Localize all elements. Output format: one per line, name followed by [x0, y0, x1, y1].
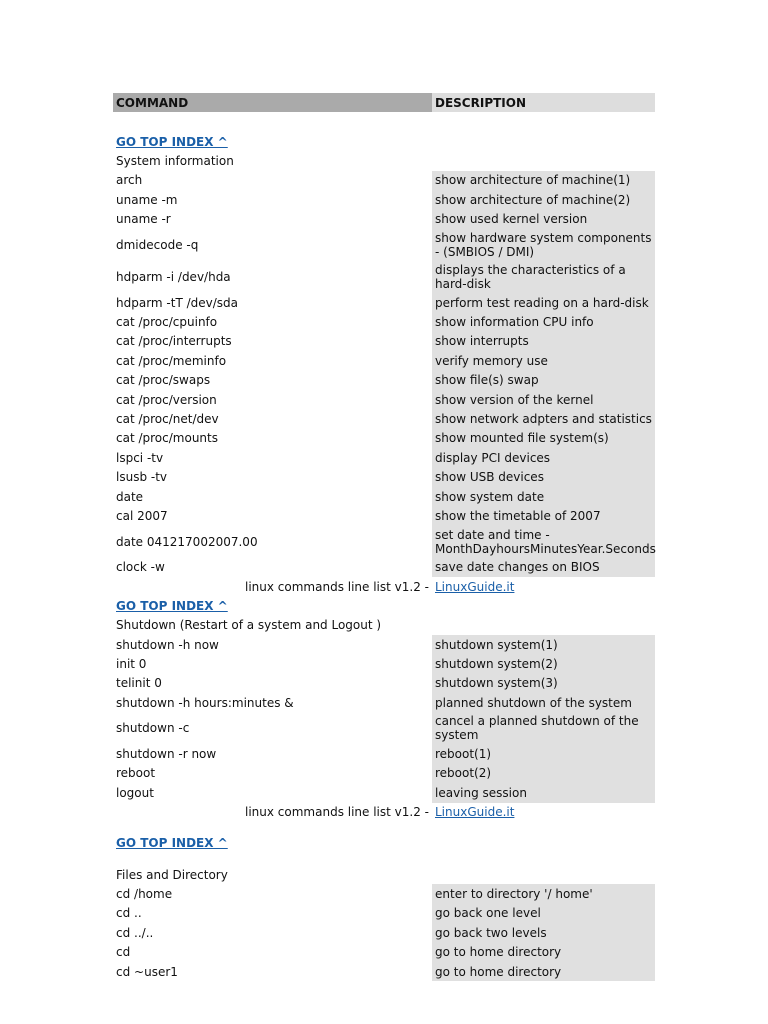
command-cell: uname -m: [116, 192, 178, 207]
command-cell: lspci -tv: [116, 450, 164, 465]
section-title-row: [113, 615, 655, 634]
footer-text: linux commands line list v1.2 -: [245, 579, 429, 594]
table-row: [113, 744, 655, 763]
description-cell: show used kernel version: [432, 210, 655, 229]
description-cell: perform test reading on a hard-disk: [432, 293, 655, 312]
command-cell: clock -w: [116, 560, 165, 575]
description-cell: save date changes on BIOS: [432, 558, 655, 577]
description-cell: go back two levels: [432, 923, 655, 942]
description-cell: planned shutdown of the system: [432, 693, 655, 712]
description-cell: reboot(1): [432, 744, 655, 763]
table-row: [113, 635, 655, 654]
table-row: [113, 261, 655, 293]
go-top-index-link[interactable]: GO TOP INDEX ^: [116, 598, 228, 613]
footer-row: [113, 803, 655, 822]
table-row: [113, 487, 655, 506]
section-title-row: [113, 151, 655, 170]
section-title: Shutdown (Restart of a system and Logout ): [116, 618, 382, 633]
description-cell: verify memory use: [432, 351, 655, 370]
command-cell: logout: [116, 785, 154, 800]
command-cell: cd ..: [116, 906, 142, 921]
command-cell: uname -r: [116, 212, 171, 227]
description-cell: shutdown system(2): [432, 654, 655, 673]
table-row: [113, 764, 655, 783]
table-row: [113, 312, 655, 331]
command-cell: date: [116, 489, 144, 504]
command-cell: cat /proc/mounts: [116, 431, 218, 446]
table-row: [113, 390, 655, 409]
table-row: [113, 943, 655, 962]
table-row: [113, 712, 655, 744]
description-cell: show architecture of machine(1): [432, 171, 655, 190]
table-row: [113, 783, 655, 802]
header-description: DESCRIPTION: [432, 93, 655, 112]
description-cell: show version of the kernel: [432, 390, 655, 409]
table-row: [113, 674, 655, 693]
description-cell: go back one level: [432, 904, 655, 923]
table-row: [113, 923, 655, 942]
command-cell: arch: [116, 173, 143, 188]
command-cell: cd: [116, 945, 131, 960]
command-cell: init 0: [116, 656, 147, 671]
command-cell: telinit 0: [116, 676, 162, 691]
command-cell: cat /proc/cpuinfo: [116, 315, 218, 330]
command-cell: cal 2007: [116, 508, 168, 523]
go-top-index-link[interactable]: GO TOP INDEX ^: [116, 134, 228, 149]
nav-row: [113, 132, 655, 151]
section-title-row: [113, 865, 655, 884]
description-cell: shutdown system(3): [432, 674, 655, 693]
table-row: [113, 429, 655, 448]
command-cell: cat /proc/interrupts: [116, 334, 232, 349]
table-row: [113, 210, 655, 229]
command-cell: lsusb -tv: [116, 470, 168, 485]
table-row: [113, 448, 655, 467]
table-row: [113, 171, 655, 190]
description-cell: show USB devices: [432, 467, 655, 486]
section-title: Files and Directory: [116, 867, 228, 882]
table-row: [113, 351, 655, 370]
description-cell: go to home directory: [432, 962, 655, 981]
table-row: [113, 884, 655, 903]
command-table: [113, 93, 655, 981]
table-row: [113, 506, 655, 525]
description-cell: leaving session: [432, 783, 655, 802]
description-cell: show interrupts: [432, 332, 655, 351]
table-row: [113, 293, 655, 312]
command-cell: hdparm -tT /dev/sda: [116, 295, 239, 310]
command-cell: shutdown -c: [116, 721, 190, 736]
nav-row: [113, 834, 655, 853]
description-cell: set date and time - MonthDayhoursMinutesYear.Seconds: [432, 526, 655, 558]
description-cell: go to home directory: [432, 943, 655, 962]
table-header: [113, 93, 655, 112]
table-row: [113, 904, 655, 923]
table-row: [113, 526, 655, 558]
command-cell: hdparm -i /dev/hda: [116, 269, 231, 284]
description-cell: show system date: [432, 487, 655, 506]
command-cell: cd ~user1: [116, 964, 178, 979]
description-cell: show network adpters and statistics: [432, 409, 655, 428]
description-cell: show mounted file system(s): [432, 429, 655, 448]
footer-row: [113, 577, 655, 596]
command-cell: cd /home: [116, 887, 173, 902]
command-cell: cat /proc/net/dev: [116, 411, 219, 426]
description-cell: show information CPU info: [432, 312, 655, 331]
table-row: [113, 229, 655, 261]
command-cell: reboot: [116, 766, 156, 781]
footer-text: linux commands line list v1.2 -: [245, 805, 429, 820]
description-cell: reboot(2): [432, 764, 655, 783]
linuxguide-link[interactable]: LinuxGuide.it: [435, 805, 515, 820]
table-row: [113, 371, 655, 390]
command-cell: cat /proc/version: [116, 392, 217, 407]
linuxguide-link[interactable]: LinuxGuide.it: [435, 579, 515, 594]
command-cell: date 041217002007.00: [116, 534, 258, 549]
command-cell: cd ../..: [116, 925, 154, 940]
command-cell: shutdown -r now: [116, 747, 217, 762]
table-row: [113, 190, 655, 209]
description-cell: displays the characteristics of a hard-disk: [432, 261, 655, 293]
description-cell: cancel a planned shutdown of the system: [432, 712, 655, 744]
command-cell: shutdown -h now: [116, 637, 219, 652]
nav-row: [113, 596, 655, 615]
command-cell: cat /proc/meminfo: [116, 353, 227, 368]
command-cell: cat /proc/swaps: [116, 373, 211, 388]
table-row: [113, 409, 655, 428]
command-cell: shutdown -h hours:minutes &: [116, 695, 294, 710]
table-body: [113, 112, 655, 981]
description-cell: show hardware system components - (SMBIOS / DMI): [432, 229, 655, 261]
table-row: [113, 962, 655, 981]
go-top-index-link[interactable]: GO TOP INDEX ^: [116, 836, 228, 851]
command-cell: dmidecode -q: [116, 237, 199, 252]
header-command: COMMAND: [116, 95, 189, 110]
description-cell: display PCI devices: [432, 448, 655, 467]
description-cell: show architecture of machine(2): [432, 190, 655, 209]
description-cell: enter to directory '/ home': [432, 884, 655, 903]
table-row: [113, 467, 655, 486]
description-cell: shutdown system(1): [432, 635, 655, 654]
table-row: [113, 332, 655, 351]
description-cell: show the timetable of 2007: [432, 506, 655, 525]
section-title: System information: [116, 154, 234, 169]
description-cell: show file(s) swap: [432, 371, 655, 390]
table-row: [113, 654, 655, 673]
table-row: [113, 558, 655, 577]
table-row: [113, 693, 655, 712]
